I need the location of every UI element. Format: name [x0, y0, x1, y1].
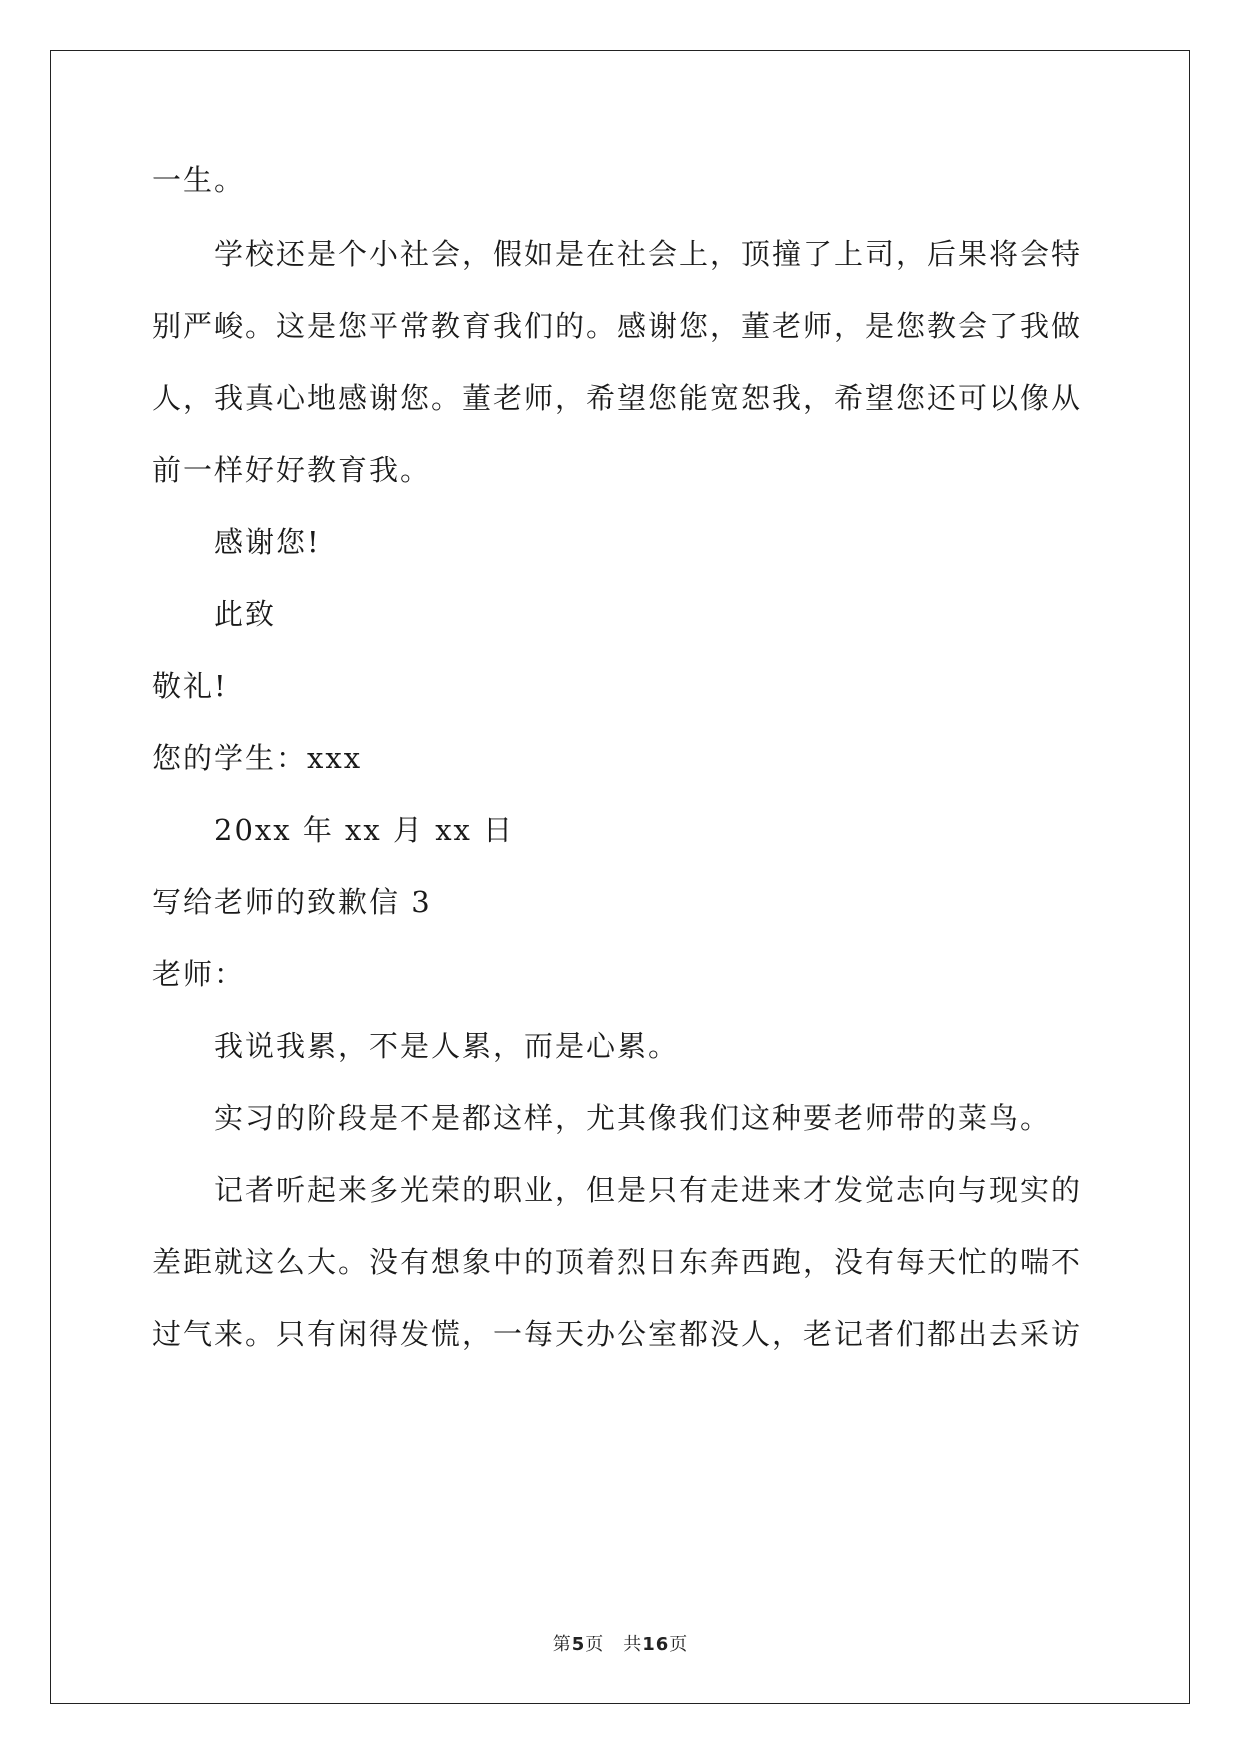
total-page-number: 16	[642, 1634, 670, 1655]
paragraph-line: 学校还是个小社会，假如是在社会上，顶撞了上司，后果将会特	[214, 237, 1083, 271]
text-line: 过气来。只有闲得发慌，一每天办公室都没人，老记者们都出去采访	[152, 1317, 1083, 1351]
page-border	[50, 50, 1190, 1704]
footer-prefix: 第	[552, 1634, 572, 1655]
closing-jingli: 敬礼!	[152, 669, 228, 703]
paragraph-line: 实习的阶段是不是都这样，尤其像我们这种要老师带的菜鸟。	[214, 1101, 1052, 1135]
footer-mid: 页 共	[585, 1634, 643, 1655]
closing-thanks: 感谢您!	[214, 525, 321, 559]
footer-suffix: 页	[669, 1634, 689, 1655]
salutation: 老师：	[152, 957, 246, 991]
text-line: 人，我真心地感谢您。董老师，希望您能宽恕我，希望您还可以像从	[152, 381, 1083, 415]
section-title: 写给老师的致歉信 3	[152, 885, 432, 919]
date-line: 20xx 年 xx 月 xx 日	[214, 813, 515, 847]
text-line: 前一样好好教育我。	[152, 453, 432, 487]
text-line: 一生。	[152, 163, 246, 197]
paragraph-line: 记者听起来多光荣的职业，但是只有走进来才发觉志向与现实的	[214, 1173, 1083, 1207]
current-page-number: 5	[571, 1634, 586, 1655]
closing-cizhi: 此致	[214, 597, 277, 631]
text-line: 差距就这么大。没有想象中的顶着烈日东奔西跑，没有每天忙的喘不	[152, 1245, 1083, 1279]
text-line: 别严峻。这是您平常教育我们的。感谢您，董老师，是您教会了我做	[152, 309, 1083, 343]
paragraph-line: 我说我累，不是人累，而是心累。	[214, 1029, 680, 1063]
page-footer	[0, 1630, 1241, 1656]
signature: 您的学生：xxx	[152, 741, 363, 775]
